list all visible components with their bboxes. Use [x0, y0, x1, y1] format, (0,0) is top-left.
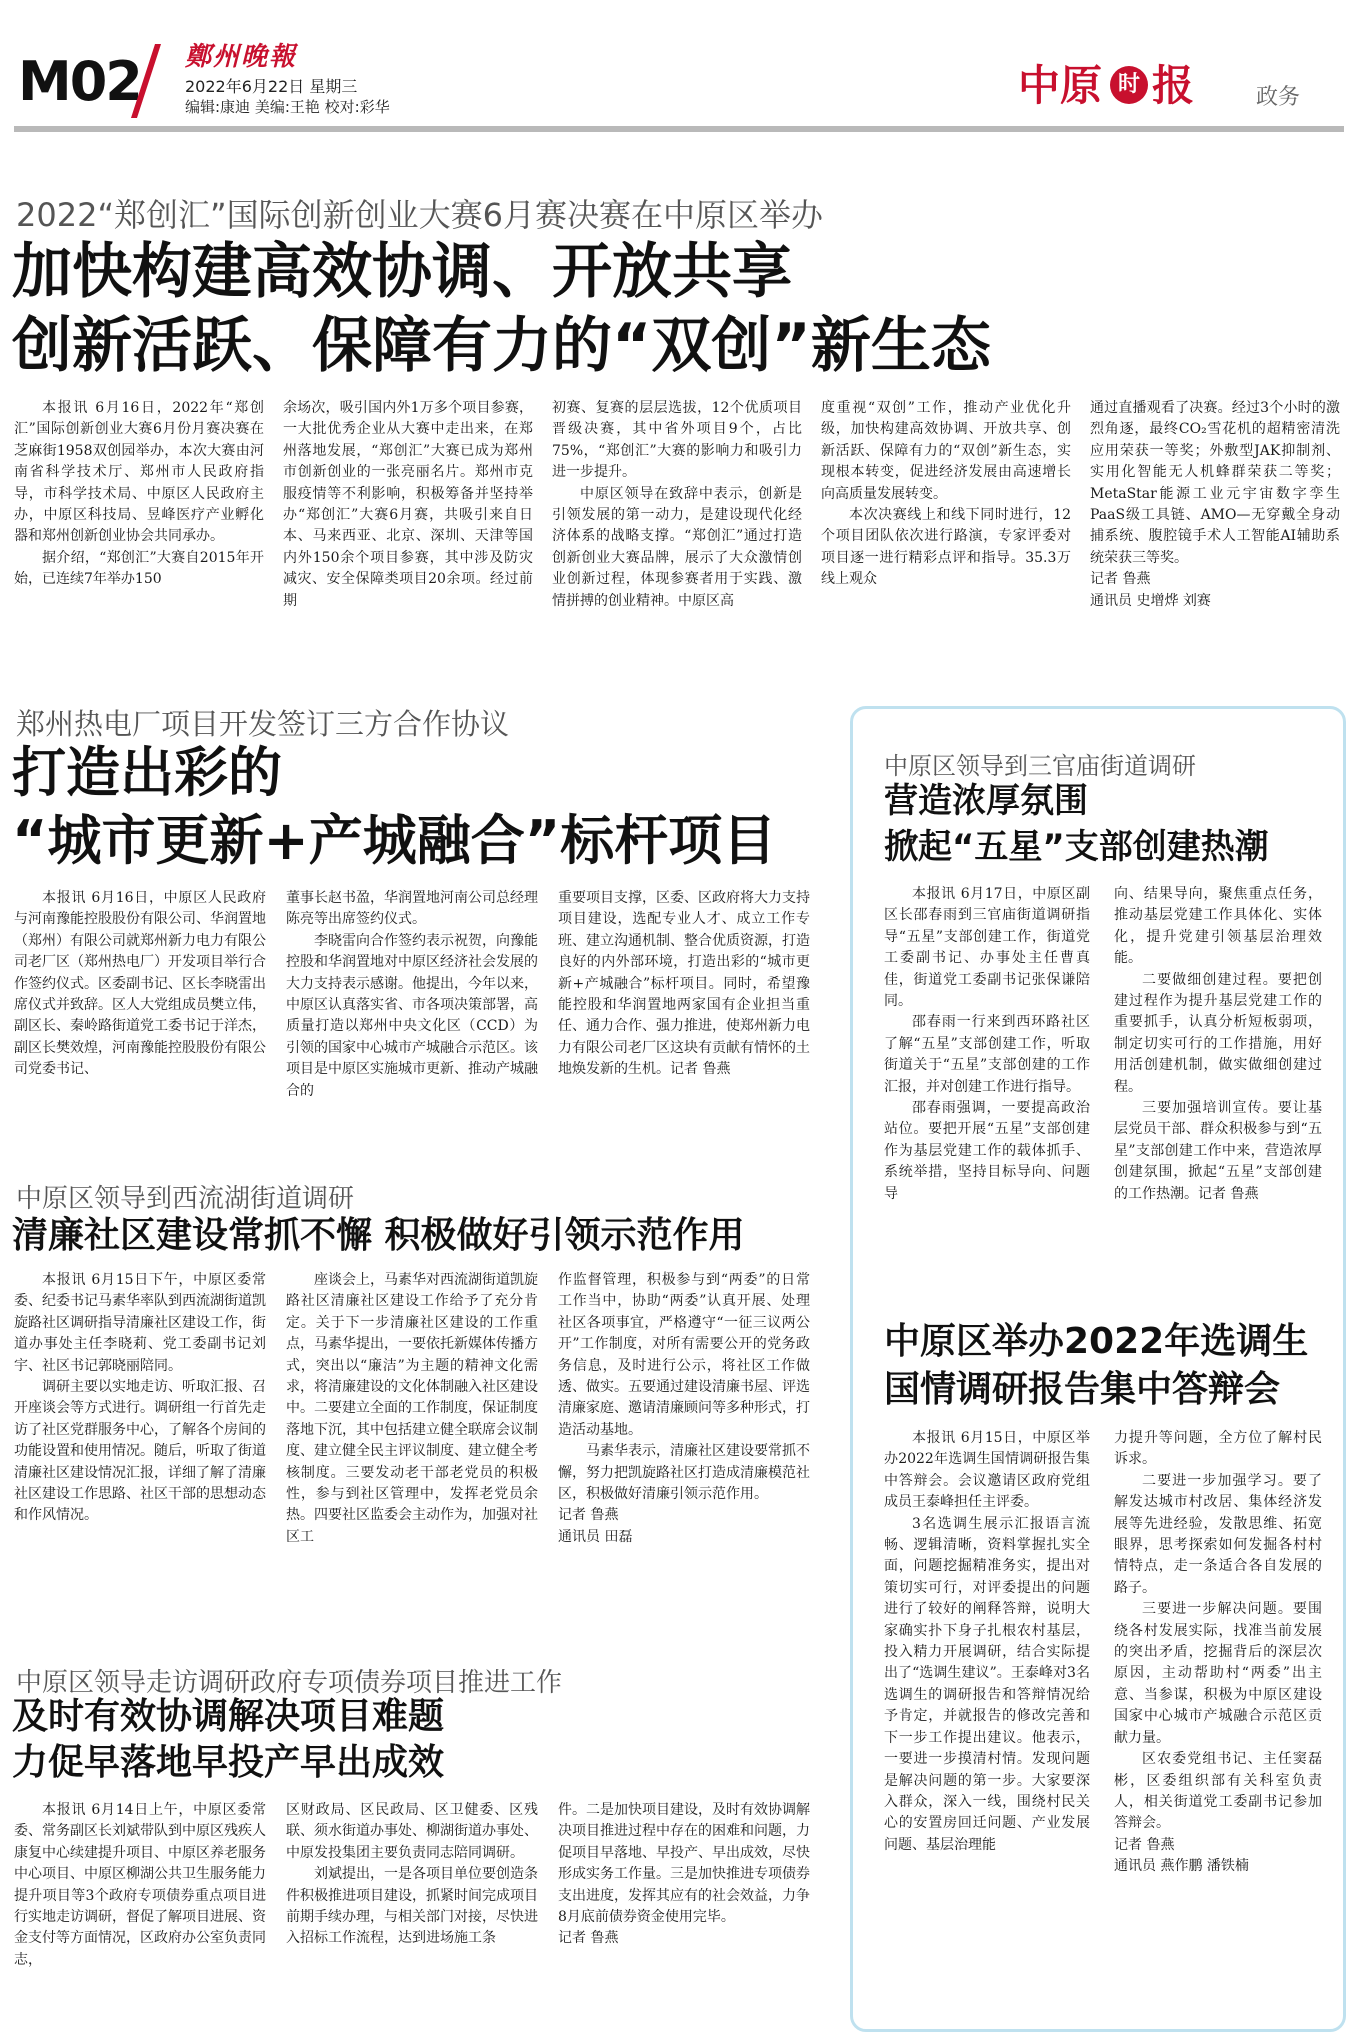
story4-paragraph: 刘斌提出，一是各项目单位要创造条件积极推进项目建设，抓紧时间完成项目前期手续办理，与相关部门对接，尽快进入招标工作流程，达到进场施工条	[286, 1866, 538, 1947]
story2-headline-line1: 打造出彩的	[12, 741, 282, 804]
story4-paragraph: 件。二是加快项目建设，及时有效协调解决项目推进过程中存在的困难和问题，力促项目早落地、早投产、早出成效，尽快形成实务工作量。三是加快推进专项债券支出进度，发挥其应有的社会效益，力争8月底前债券资金使用完毕。	[558, 1802, 810, 1926]
story3-paragraph: 调研主要以实地走访、听取汇报、召开座谈会等方式进行。调研组一行首先走访了社区党群服务中心，了解各个房间的功能设置和使用情况。随后，听取了街道清廉社区建设情况汇报，详细了解了清廉社区建设工作思路、社区干部的思想动态和作风情况。	[14, 1379, 266, 1524]
story2-column-2	[286, 888, 538, 1138]
story1-paragraph: 通过直播观看了决赛。经过3个小时的激烈角逐，最终CO₂雪花机的超精密清洗应用荣获一等奖；外敷型JAK抑制剂、实用化智能无人机蜂群荣获二等奖；MetaStar能源工业元宇宙数字孪生PaaS级工具链、AMO—无穿戴全身动捕系统、腹腔镜手术人工智能AI辅助系统荣获三等奖。	[1090, 400, 1340, 566]
story5-kicker: 中原区领导到三官庙街道调研	[884, 752, 1196, 780]
page-number: M02	[18, 50, 141, 113]
story5-headline-line1: 营造浓厚氛围	[884, 781, 1088, 821]
story3-paragraph: 马素华表示，清廉社区建设要常抓不懈，努力把凯旋路社区打造成清廉模范社区，积极做好清廉引领示范作用。	[558, 1443, 810, 1503]
story2-column-1	[14, 888, 266, 1138]
story3-column-1	[14, 1270, 266, 1630]
story1-column-3	[552, 398, 802, 668]
story6-headline-line2: 国情调研报告集中答辩会	[884, 1369, 1281, 1410]
story3-column-2	[286, 1270, 538, 1630]
story5-paragraph: 本报讯 6月17日，中原区副区长邵春雨到三官庙街道调研指导“五星”支部创建工作，街道党工委副书记、办事处主任曹真佳，街道党工委副书记张保谦陪同。	[884, 886, 1090, 1010]
story1-paragraph: 度重视“双创”工作，推动产业优化升级，加快构建高效协调、开放共享、创新活跃、保障有力的“双创”新生态，实现根本转变，促进经济发展由高速增长向高质量发展转变。	[821, 400, 1071, 502]
story6-paragraph: 二要进一步加强学习。要了解发达城市村改居、集体经济发展等先进经验，发散思维、拓宽眼界，思考探索如何发掘各村村情特点，走一条适合各自发展的路子。	[1114, 1472, 1322, 1596]
masthead-rule	[14, 126, 1344, 132]
story6-headline-line1: 中原区举办2022年选调生	[884, 1321, 1309, 1362]
story1-headline-line1: 加快构建高效协调、开放共享	[12, 237, 792, 307]
story6-paragraph: 3名选调生展示汇报语言流畅、逻辑清晰，资料掌握扎实全面，问题挖掘精准务实，提出对策切实可行，对评委提出的问题进行了较好的阐释答辩，说明大家确实扑下身子扎根农村基层，投入精力开展调研，结合实际提出了“选调生建议”。王泰峰对3名选调生的调研报告和答辩情况给予肯定，并就报告的修改完善和下一步工作提出建议。他表示，一要进一步摸清村情。发现问题是解决问题的第一步。大家要深入群众，深入一线，围绕村民关心的安置房回迁问题、产业发展问题、基层治理能	[884, 1515, 1090, 1853]
story5-paragraph: 向、结果导向，聚焦重点任务，推动基层党建工作具体化、实体化，提升党建引领基层治理效能。	[1114, 886, 1322, 967]
story4-paragraph: 区财政局、区民政局、区卫健委、区残联、须水街道办事处、柳湖街道办事处、中原发投集团主要负责同志陪同调研。	[286, 1802, 538, 1861]
story1-paragraph: 本报讯 6月16日，2022年“郑创汇”国际创新创业大赛6月份月赛决赛在芝麻街1958双创园举办，本次大赛由河南省科学技术厅、郑州市人民政府指导，市科学技术局、中原区人民政府主办，中原区科技局、昱峰医疗产业孵化器和郑州创新创业协会共同承办。	[14, 400, 264, 545]
date-line: 2022年6月22日 星期三	[185, 77, 358, 96]
story2-paragraph: 李晓雷向合作签约表示祝贺，向豫能控股和华润置地对中原区经济社会发展的大力支持表示感谢。他提出，今年以来，中原区认真落实省、市各项决策部署，高质量打造以郑州中央文化区（CCD）为引领的国家中心城市产城融合示范区。该项目是中原区实施城市更新、推动产城融合的	[286, 932, 538, 1099]
story3-byline: 记者 鲁燕	[558, 1507, 619, 1524]
story3-headline: 清廉社区建设常抓不懈 积极做好引领示范作用	[12, 1215, 745, 1256]
story6-column-1	[884, 1428, 1090, 2024]
story2-column-3	[558, 888, 810, 1138]
story1-column-2	[283, 398, 533, 668]
story3-column-3	[558, 1270, 810, 1630]
story5-column-2	[1114, 884, 1322, 1284]
story3-paragraph: 本报讯 6月15日下午，中原区委常委、纪委书记马素华率队到西流湖街道凯旋路社区调研指导清廉社区建设工作，街道办事处主任李晓莉、党工委副书记刘宇、社区书记郭晓丽陪同。	[14, 1272, 266, 1374]
story1-paragraph: 据介绍，“郑创汇”大赛自2015年开始，已连续7年举办150	[14, 549, 264, 588]
story1-paragraph: 余场次，吸引国内外1万多个项目参赛，一大批优秀企业从大赛中走出来，在郑州落地发展，“郑创汇”大赛已成为郑州市创新创业的一张亮丽名片。郑州市克服疫情等不利影响，积极筹备并坚持举办“郑创汇”大赛6月赛，共吸引来自日本、马来西亚、北京、深圳、天津等国内外150余个项目参赛，其中涉及防灾减灾、安全保障类项目20余项。经过前期	[283, 400, 533, 609]
story1-headline-line2: 创新活跃、保障有力的“双创”新生态	[12, 311, 991, 381]
story5-paragraph: 邵春雨强调，一要提高政治站位。要把开展“五星”支部创建作为基层党建工作的载体抓手、系统举措，坚持目标导向、问题导	[884, 1100, 1090, 1202]
paper-name-logo: 鄭州晚報	[185, 42, 298, 72]
section-logo-c: 报	[1152, 61, 1195, 110]
story4-headline-line1: 及时有效协调解决项目难题	[12, 1696, 445, 1737]
story6-paragraph: 区农委党组书记、主任窦磊彬，区委组织部有关科室负责人，相关街道党工委副书记参加答辩会。	[1114, 1751, 1322, 1832]
story1-paragraph: 中原区领导在致辞中表示，创新是引领发展的第一动力，是建设现代化经济体系的战略支撑。“郑创汇”通过打造创新创业大赛品牌，展示了大众激情创业创新过程，体现参赛者用于实践、激情拼搏的创业精神。中原区高	[552, 485, 802, 609]
story1-byline: 记者 鲁燕	[1090, 571, 1151, 588]
section-name: 政务	[1256, 85, 1301, 110]
story4-column-1	[14, 1800, 266, 2034]
masthead	[0, 0, 1358, 135]
story1-byline: 通讯员 史增烨 刘赛	[1090, 592, 1211, 609]
story3-kicker: 中原区领导到西流湖街道调研	[16, 1184, 355, 1214]
story6-paragraph: 力提升等问题，全方位了解村民诉求。	[1114, 1430, 1322, 1468]
story1-paragraph: 初赛、复赛的层层选拔，12个优质项目晋级决赛，其中省外项目9个，占比75%，“郑创汇”大赛的影响力和吸引力进一步提升。	[552, 400, 802, 481]
story5-paragraph: 邵春雨一行来到西环路社区了解“五星”支部创建工作，听取街道关于“五星”支部创建的工作汇报，并对创建工作进行指导。	[884, 1014, 1090, 1095]
story5-headline-line2: 掀起“五星”支部创建热潮	[884, 827, 1269, 867]
story3-paragraph: 作监督管理，积极参与到“两委”的日常工作当中，协助“两委”认真开展、处理社区各项事宜，严格遵守“一征三议两公开”工作制度，对所有需要公开的党务政务信息，及时进行公示，将社区工作做透、做实。五要通过建设清廉书屋、评选清廉家庭、邀请清廉顾问等多种形式，打造活动基地。	[558, 1272, 810, 1438]
story6-byline: 通讯员 燕作鹏 潘铁楠	[1114, 1858, 1249, 1875]
story6-paragraph: 三要进一步解决问题。要围绕各村发展实际，找准当前发展的突出矛盾，挖掘背后的深层次原因，主动帮助村“两委”出主意、当参谋，积极为中原区建设国家中心城市产城融合示范区贡献力量。	[1114, 1601, 1322, 1746]
story1-column-4	[821, 398, 1071, 668]
story1-paragraph: 本次决赛线上和线下同时进行，12个项目团队依次进行路演，专家评委对项目逐一进行精彩点评和指导。35.3万线上观众	[821, 507, 1071, 588]
section-logo-a: 中原	[1018, 61, 1103, 110]
story3-paragraph: 座谈会上，马素华对西流湖街道凯旋路社区清廉社区建设工作给予了充分肯定。关于下一步清廉社区建设的工作重点，马素华提出，一要依托新媒体传播方式，突出以“廉洁”为主题的精神文化需求，将清廉建设的文化体制融入社区建设中。二要建立全面的工作制度，保证制度落地下沉，其中包括建立健全联席会议制度、建立健全民主评议制度、建立健全考核制度。三要发动老干部老党员的积极性，参与到社区管理中，发挥老党员余热。四要社区监委会主动作为，加强对社区工	[286, 1272, 538, 1545]
story6-paragraph: 本报讯 6月15日，中原区举办2022年选调生国情调研报告集中答辩会。会议邀请区政府党组成员王泰峰担任主评委。	[884, 1430, 1090, 1511]
story6-column-2	[1114, 1428, 1322, 2024]
story4-column-3	[558, 1800, 810, 2034]
story4-headline-line2: 力促早落地早投产早出成效	[12, 1742, 445, 1783]
story1-column-1	[14, 398, 264, 668]
story4-byline: 记者 鲁燕	[558, 1930, 619, 1947]
story2-paragraph: 重要项目支撑，区委、区政府将大力支持项目建设，选配专业人才、成立工作专班、建立沟通机制、整合优质资源，打造良好的内外部环境，打造出彩的“城市更新+产城融合”标杆项目。同时，希望豫能控股和华润置地两家国有企业担当重任、通力合作、强力推进，使郑州新力电力有限公司老厂区这块有贡献有情怀的土地焕发新的生机。记者 鲁燕	[558, 890, 810, 1078]
story1-column-5	[1090, 398, 1340, 668]
story1-kicker: 2022“郑创汇”国际创新创业大赛6月赛决赛在中原区举办	[16, 196, 823, 234]
story5-paragraph: 二要做细创建过程。要把创建过程作为提升基层党建工作的重要抓手，认真分析短板弱项，制定切实可行的工作措施，用好用活创建机制，做实做细创建过程。	[1114, 971, 1322, 1095]
section-logo-b: 时	[1110, 66, 1148, 104]
story4-paragraph: 本报讯 6月14日上午，中原区委常委、常务副区长刘斌带队到中原区残疾人康复中心续建提升项目、中原区养老服务中心项目、中原区柳湖公共卫生服务能力提升项目等3个政府专项债券重点项目进行实地走访调研，督促了解项目进展、资金支付等方面情况，区政府办公室负责同志，	[14, 1802, 266, 1968]
story5-column-1	[884, 884, 1090, 1284]
story4-column-2	[286, 1800, 538, 2034]
story2-headline-line2: “城市更新+产城融合”标杆项目	[12, 809, 777, 872]
story2-paragraph: 本报讯 6月16日，中原区人民政府与河南豫能控股股份有限公司、华润置地（郑州）有限公司就郑州新力电力有限公司老厂区（郑州热电厂）开发项目举行合作签约仪式。区委副书记、区长李晓雷出席仪式并致辞。区人大党组成员樊立伟，副区长、秦岭路街道党工委书记于洋杰，副区长樊效煌，河南豫能控股股份有限公司党委书记、	[14, 890, 266, 1078]
story6-byline: 记者 鲁燕	[1114, 1836, 1175, 1853]
story3-byline: 通讯员 田磊	[558, 1528, 633, 1545]
story2-kicker: 郑州热电厂项目开发签订三方合作协议	[16, 707, 510, 741]
story5-paragraph: 三要加强培训宣传。要让基层党员干部、群众积极参与到“五星”支部创建工作中来，营造浓厚创建氛围，掀起“五星”支部创建的工作热潮。记者 鲁燕	[1114, 1100, 1322, 1202]
story4-kicker: 中原区领导走访调研政府专项债券项目推进工作	[16, 1668, 563, 1698]
story2-paragraph: 董事长赵书盈，华润置地河南公司总经理陈亮等出席签约仪式。	[286, 890, 538, 928]
editors-line: 编辑:康迪 美编:王艳 校对:彩华	[185, 98, 390, 116]
